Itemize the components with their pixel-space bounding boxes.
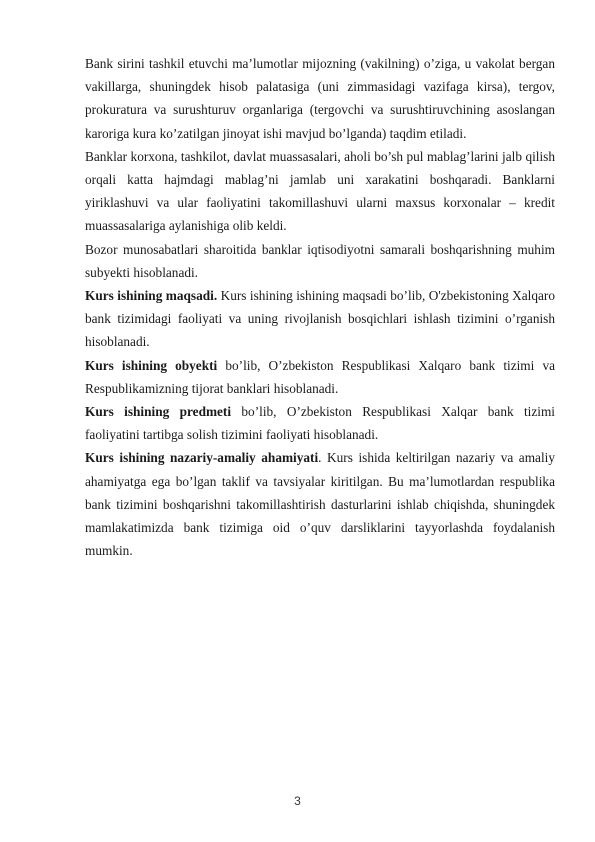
paragraph-text: Bank sirini tashkil etuvchi ma’lumotlar mijozning (vakilning) o’ziga, u vakolat bergan vakillarga, shuningdek hisob palatasiga (uni zimmasidagi vazifaga kirsa), tergov, prokuratura va surushturuv organlariga (tergovchi va surushtiruvchining asoslangan karoriga kura ko’zatilgan jinoyat ishi mavjud bo’lganda) taqdim etiladi. [85,56,555,141]
paragraph-course-significance [85,446,555,562]
paragraph-text: Bozor munosabatlari sharoitida banklar iqtisodiyotni samarali boshqarishning muhim subyekti hisoblanadi. [85,241,555,280]
document-body [85,52,555,562]
paragraph-bank-secrecy [85,52,555,145]
paragraph-lead: Kurs ishining nazariy-amaliy ahamiyati [85,450,319,466]
paragraph-text: Banklar korxona, tashkilot, davlat muassasalari, aholi bo’sh pul mablag’larini jalb qilish orqali katta hajmdagi mablag’ni jamlab uni xarakatini boshqaradi. Banklarni yiriklashuvi va ular faoliyatini takomillashuvi ularni maxsus korxonalar – kredit muassasalariga aylanishiga olib keldi. [85,148,555,234]
paragraph-lead: Kurs ishining obyekti [85,357,218,373]
paragraph-lead: Kurs ishining predmeti [85,404,232,420]
paragraph-course-goal [85,284,555,354]
paragraph-lead: Kurs ishining maqsadi. [85,288,218,304]
paragraph-text: bo’lib, O’zbekiston Respublikasi Xalqaro bank tizimi va Respublikamizning tijorat banklari hisoblanadi. [85,357,555,396]
paragraph-text: bo’lib, O’zbekiston Respublikasi Xalqar bank tizimi faoliyatini tartibga solish tizimini faoliyati hisoblanadi. [85,404,555,443]
paragraph-course-object [85,354,555,400]
paragraph-bank-funds [85,145,555,238]
paragraph-text: Kurs ishining ishining maqsadi bo’lib, O'zbekistoning Xalqaro bank tizimidagi faoliyati va uning rivojlanish bosqichlari ishlash tizimini o’rganish hisoblanadi. [85,288,555,350]
paragraph-text: . Kurs ishida keltirilgan nazariy va amaliy ahamiyatga ega bo’lgan taklif va tavsiyalar kiritilgan. Bu ma’lumotlardan respublika bank tizimini boshqarishni takomillashtirish dasturlarini ishlab chiqishda, shuningdek mamlakatimizda bank tizimiga oid o’quv darsliklarini tayyorlashda foydalanish mumkin. [85,450,555,559]
paragraph-course-subject [85,400,555,446]
page-number: 3 [294,794,301,808]
paragraph-market-relations [85,238,555,284]
